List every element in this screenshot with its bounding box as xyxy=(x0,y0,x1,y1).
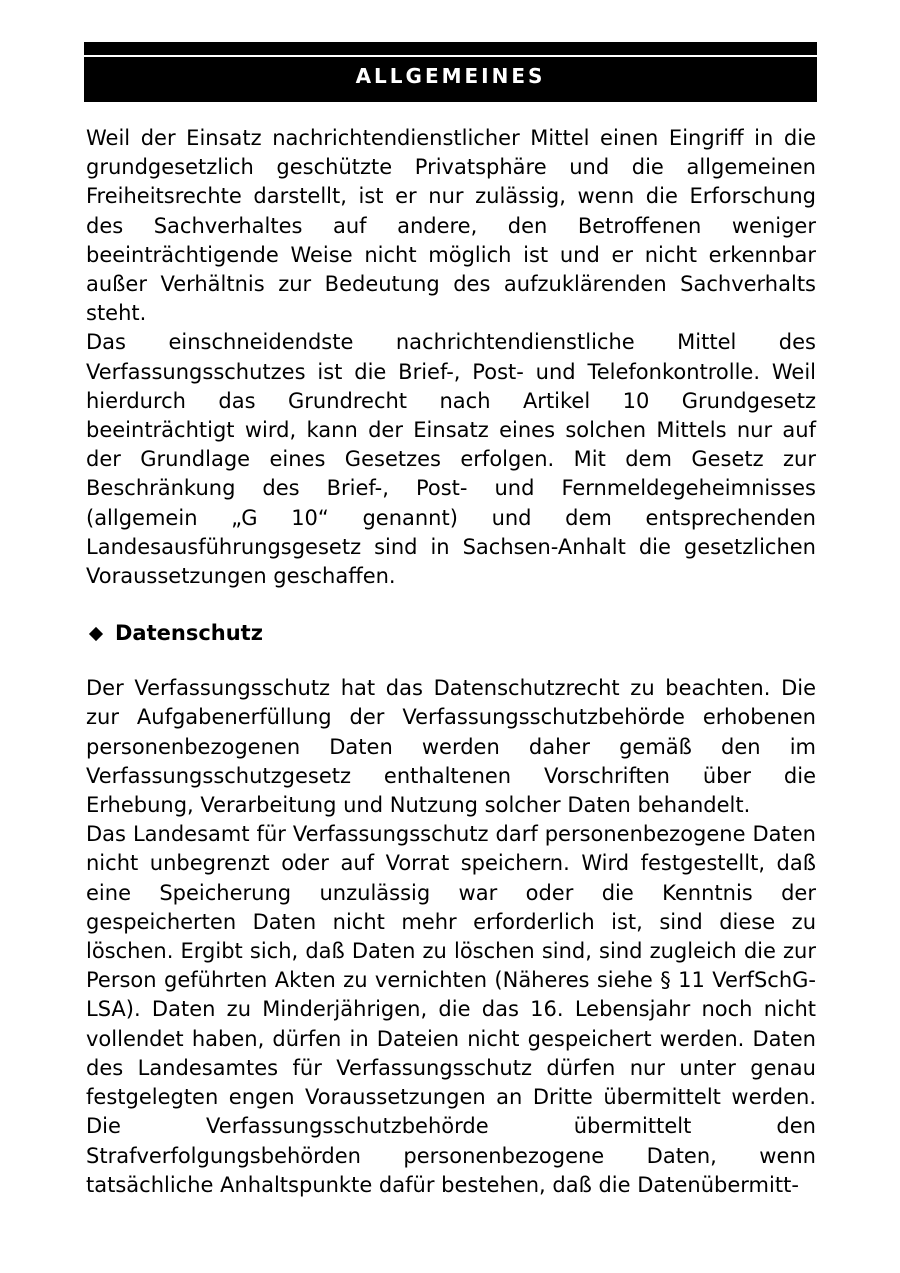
section-heading-datenschutz xyxy=(86,619,816,648)
paragraph-intervention: Weil der Einsatz nachrichtendienstlicher Mittel einen Eingriff in die grundgesetzlich geschützte Privatsphäre und die allgemeinen Freiheitsrechte darstellt, ist er nur zulässig, wenn die Erforschung des Sachverhaltes auf andere, den Betroffenen weniger beeinträchtigende Weise nicht möglich ist und er nicht erkennbar außer Verhältnis zur Bedeutung des aufzuklärenden Sachverhalts steht. xyxy=(86,126,816,326)
section-title: ALLGEMEINES xyxy=(355,64,546,88)
paragraph-data-storage: Das Landesamt für Verfassungsschutz darf personenbezogene Daten nicht unbegrenzt oder auf Vorrat speichern. Wird festgestellt, daß eine Speicherung unzulässig war oder die Kenntnis der gespeicherten Daten nicht mehr erforderlich ist, sind diese zu löschen. Ergibt sich, daß Daten zu löschen sind, sind zugleich die zur Person geführten Akten zu vernichten (Näheres siehe § 11 VerfSchG-LSA). Daten zu Minderjährigen, die das 16. Lebensjahr noch nicht vollendet haben, dürfen in Dateien nicht gespeichert werden. Daten des Landesamtes für Verfassungsschutz dürfen nur unter genau festgelegten engen Voraussetzungen an Dritte übermittelt werden. Die Verfassungsschutzbehörde übermittelt den Strafverfolgungsbehörden personenbezogene Daten, wenn tatsächliche Anhaltspunkte dafür bestehen, daß die Datenübermitt- xyxy=(86,822,816,1197)
section-header-bar xyxy=(84,42,817,102)
paragraph-data-protection-law: Der Verfassungsschutz hat das Datenschutzrecht zu beachten. Die zur Aufgabenerfüllung der Verfassungsschutzbehörde erhobenen personenbezogenen Daten werden daher gemäß den im Verfassungsschutzgesetz enthaltenen Vorschriften über die Erhebung, Verarbeitung und Nutzung solcher Daten behandelt. xyxy=(86,676,816,818)
header-divider-line xyxy=(84,55,817,57)
document-body xyxy=(86,124,816,1200)
paragraph-mail-telephone-control: Das einschneidendste nachrichtendienstliche Mittel des Verfassungsschutzes ist die Brief-, Post- und Telefonkontrolle. Weil hierdurch das Grundrecht nach Artikel 10 Grundgesetz beeinträchtigt wird, kann der Einsatz eines solchen Mittels nur auf der Grundlage eines Gesetzes erfolgen. Mit dem Gesetz zur Beschränkung des Brief-, Post- und Fernmeldegeheimnisses (allgemein „G 10“ genannt) und dem entsprechenden Landesausführungsgesetz sind in Sachsen-Anhalt die gesetzlichen Voraussetzungen geschaffen. xyxy=(86,330,816,589)
section-heading-label: Datenschutz xyxy=(115,621,263,646)
diamond-bullet-icon xyxy=(89,627,103,641)
